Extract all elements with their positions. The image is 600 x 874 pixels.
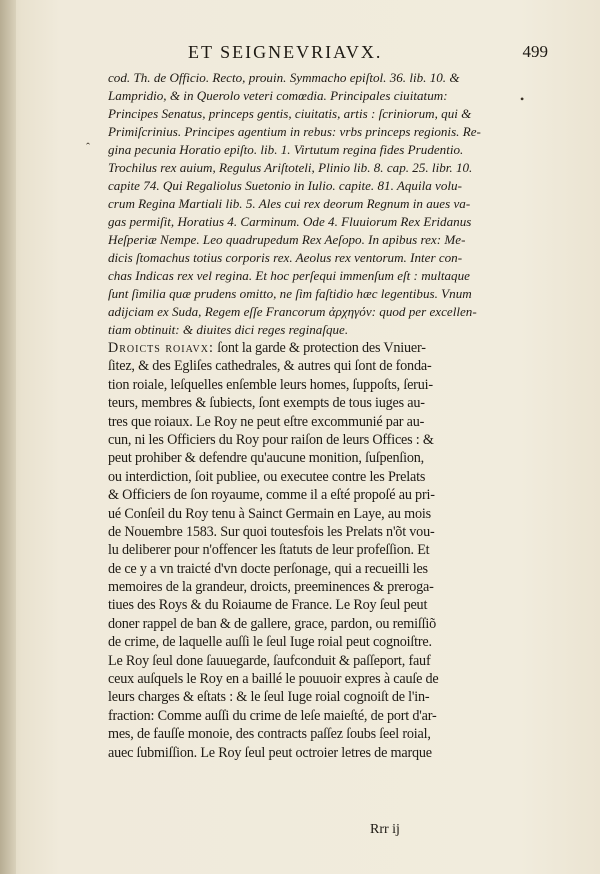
text-line: ou interdiction, ſoit publiee, ou executee contre les Prelats — [108, 468, 426, 485]
text-line: peut prohiber & defendre qu'aucune monition, ſuſpenſion, — [108, 450, 425, 467]
text-line: de Nouembre 1583. Sur quoi toutesfois les Prelats n'õt vou- — [108, 523, 435, 540]
text-line: memoires de la grandeur, droicts, preeminences & preroga- — [108, 579, 434, 596]
text-line: de ce y a vn traicté d'vn docte perſonage, qui a recueilli les — [108, 560, 428, 577]
text-line: ſitez, & des Egliſes cathedrales, & autres qui ſont de fonda- — [108, 358, 432, 375]
text-line: & Officiers de ſon royaume, comme il a eſté propoſé au pri- — [108, 487, 435, 504]
first-line-text: ſont la garde & protection des Vniuer- — [213, 340, 426, 356]
text-line: chas Indicas rex vel regina. Et hoc perſequi immenſum eſt : multaque — [108, 268, 470, 283]
binding-gutter — [0, 0, 16, 874]
text-line: Trochilus rex auium, Regulus Ariſtoteli, Plinio lib. 8. cap. 25. libr. 10. — [108, 160, 473, 175]
text-line: lu deliberer pour n'offencer les ſtatuts de leur profeſſion. Et — [108, 542, 430, 559]
text-line: tion roiale, leſquelles enſemble leurs homes, ſuppoſts, ſerui- — [108, 376, 433, 393]
running-head: ET SEIGNEVRIAVX. — [188, 42, 383, 62]
text-line: gas permiſit, Horatius 4. Carminum. Ode 4. Fluuiorum Rex Eridanus — [108, 214, 472, 229]
margin-mark: ˆ — [86, 140, 90, 154]
text-line: adijciam ex Suda, Regem eſſe Francorum ἀρχηγόν: quod per excellen- — [108, 304, 477, 319]
text-line: de crime, de laquelle auſſi le ſeul Iuge roial peut cognoiſtre. — [108, 634, 432, 651]
italic-commentary — [108, 69, 548, 339]
text-line: ceux auſquels le Roy en a baillé le pouuoir expres à cauſe de — [108, 671, 439, 688]
text-line: tiues des Roys & du Roiaume de France. Le Roy ſeul peut — [108, 597, 428, 614]
lead-word: Droicts roiavx: — [108, 340, 214, 356]
text-line: fraction: Comme auſſi du crime de leſe maieſté, de port d'ar- — [108, 707, 437, 724]
text-line: Le Roy ſeul done ſauuegarde, ſaufconduit & paſſeport, fauf — [108, 652, 431, 669]
text-line: leurs charges & eſtats : & le ſeul Iuge roial cognoiſt de l'in- — [108, 689, 430, 706]
text-line: tres que roiaux. Le Roy ne peut eſtre excommunié par au- — [108, 413, 425, 430]
text-line: capite 74. Qui Regaliolus Suetonio in Iulio. capite. 81. Aquila volu- — [108, 178, 462, 193]
text-line: Principes Senatus, princeps gentis, ciuitatis, artis : ſcriniorum, qui & — [108, 106, 472, 121]
text-line: tiam obtinuit: & diuites dici reges reginaſque. — [108, 322, 349, 337]
text-line: cod. Th. de Officio. Recto, prouin. Symmacho epiſtol. 36. lib. 10. & — [108, 70, 460, 85]
text-line: teurs, membres & ſubiects, ſont exempts de tous iuges au- — [108, 395, 425, 412]
text-line: Heſperiæ Nempe. Leo quadrupedum Rex Aeſopo. In apibus rex: Me- — [108, 232, 466, 247]
text-line: Primiſcrinius. Principes agentium in rebus: vrbs princeps regionis. Re- — [108, 124, 481, 139]
paragraph-first-line — [108, 339, 548, 357]
roman-paragraph — [108, 339, 548, 762]
page-header — [108, 42, 548, 68]
text-line: gina pecunia Horatio epiſto. lib. 1. Virtutum regina fides Prudentio. — [108, 142, 464, 157]
text-line: dicis ſtomachus totius corporis rex. Aeolus rex ventorum. Inter con- — [108, 250, 463, 265]
text-line: crum Regina Martiali lib. 5. Ales cui rex deorum Regnum in aues va- — [108, 196, 471, 211]
page-number: 499 — [522, 42, 548, 61]
text-line: cun, ni les Officiers du Roy pour raiſon de leurs Offices : & — [108, 431, 434, 448]
text-line: Lampridio, & in Querolo veteri comœdia. Principales ciuitatum: — [108, 88, 448, 103]
text-line: mes, de fauſſe monoie, des contracts paſſez ſoubs ſeel roial, — [108, 726, 431, 743]
text-line: ſunt ſimilia quæ prudens omitto, ne ſim faſtidio hæc legentibus. Vnum — [108, 286, 472, 301]
text-line: ué Conſeil du Roy tenu à Sainct Germain en Laye, au mois — [108, 505, 431, 522]
main-text — [108, 69, 548, 762]
text-line: auec ſubmiſſion. Le Roy ſeul peut octroier letres de marque — [108, 744, 432, 761]
text-line: doner rappel de ban & de gallere, grace, pardon, ou remiſſiõ — [108, 615, 436, 632]
margin-dot: • — [520, 92, 525, 106]
signature-mark: Rrr ij — [370, 822, 400, 837]
